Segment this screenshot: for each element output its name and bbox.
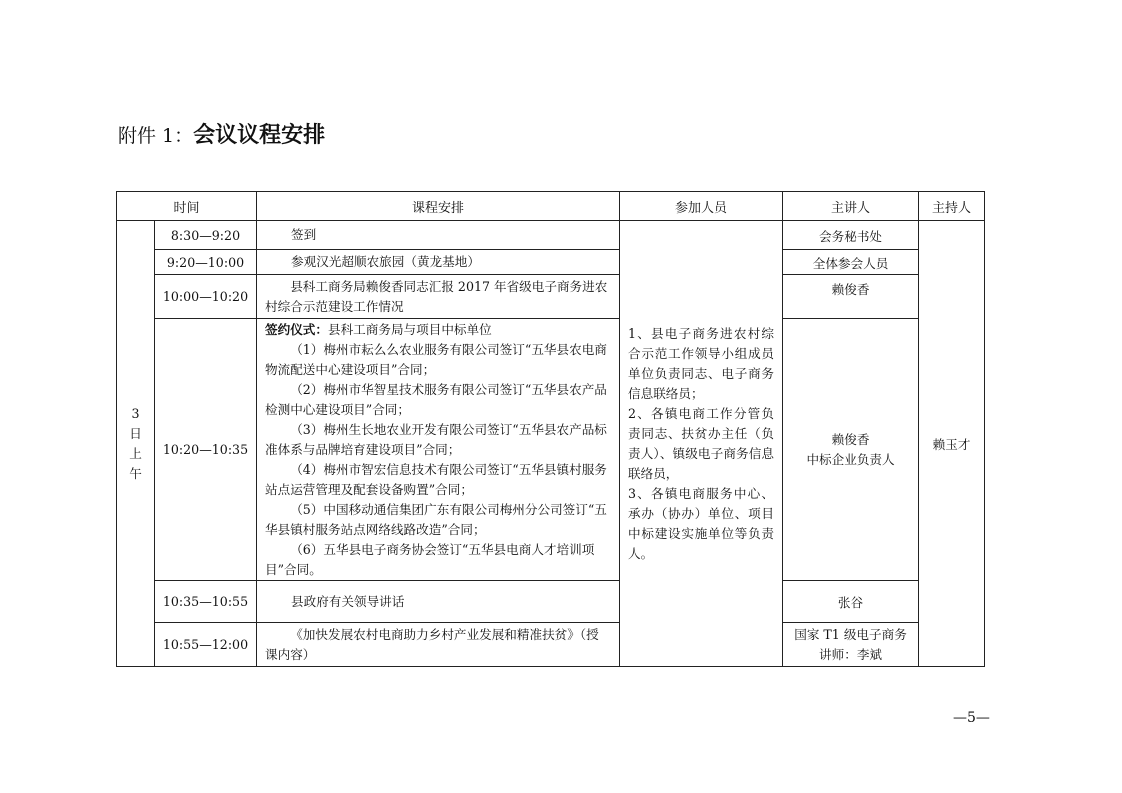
time-cell: 10:55—12:00: [155, 623, 257, 667]
page-heading: [118, 118, 325, 149]
list-item: （3）梅州生长地农业开发有限公司签订“五华县农产品标准体系与品牌培育建设项目”合同；: [265, 421, 607, 457]
schedule-cell: 签到: [257, 221, 620, 250]
header-participants: 参加人员: [620, 192, 783, 221]
time-cell: 10:20—10:35: [155, 319, 257, 581]
schedule-cell: 《加快发展农村电商助力乡村产业发展和精准扶贫》（授课内容）: [257, 623, 620, 667]
list-item: （2）梅州市华智星技术服务有限公司签订“五华县农产品检测中心建设项目”合同；: [265, 381, 607, 417]
list-item: （6）五华县电子商务协会签订“五华县电商人才培训项目”合同。: [265, 541, 595, 577]
speaker-cell: 会务秘书处: [783, 221, 919, 250]
table-row: [117, 250, 985, 275]
table-row: [117, 319, 985, 581]
header-schedule: 课程安排: [257, 192, 620, 221]
list-item: （4）梅州市智宏信息技术有限公司签订“五华县镇村服务站点运营管理及配套设备购置”合同；: [265, 461, 607, 497]
participants-cell: 1、县电子商务进农村综合示范工作领导小组成员单位负责同志、电子商务信息联络员； 2、各镇电商工作分管负责同志、扶贫办主任（负责人）、镇级电子商务信息联络员， 3、各镇电商服务中心、承办（协办）单位、项目中标建设实施单位等负责人。: [620, 221, 783, 667]
table-row: [117, 275, 985, 319]
signing-ceremony-label: 签约仪式：: [265, 321, 328, 337]
table-row: [117, 221, 985, 250]
speaker-cell: 国家 T1 级电子商务 讲师：李斌: [783, 623, 919, 667]
list-item: （1）梅州市耘么么农业服务有限公司签订“五华县农电商物流配送中心建设项目”合同；: [265, 341, 607, 377]
time-cell: 10:35—10:55: [155, 581, 257, 623]
speaker-cell: 张谷: [783, 581, 919, 623]
heading-prefix: 附件 1：: [118, 125, 194, 147]
header-speaker: 主讲人: [783, 192, 919, 221]
agenda-table: [116, 191, 985, 667]
speaker-cell: 赖俊香 中标企业负责人: [783, 319, 919, 581]
heading-title: 会议议程安排: [193, 122, 326, 148]
time-cell: 10:00—10:20: [155, 275, 257, 319]
speaker-cell: 赖俊香: [783, 275, 919, 319]
time-cell: 8:30—9:20: [155, 221, 257, 250]
schedule-cell: 参观汉光超顺农旅园（黄龙基地）: [257, 250, 620, 275]
table-row: [117, 623, 985, 667]
schedule-cell: 签约仪式：县科工商务局与项目中标单位 （1）梅州市耘么么农业服务有限公司签订“五华县农电商物流配送中心建设项目”合同； （2）梅州市华智星技术服务有限公司签订“五华县农产品检测中心建设项目”合同； （3）梅州生长地农业开发有限公司签订“五华县农产品标准体系与品牌培育建设项目”合同； （4）梅州市智宏信息技术有限公司签订“五华县镇村服务站点运营管理及配套设备购置”合同； （5）中国移动通信集团广东有限公司梅州分公司签订“五华县镇村服务站点网络线路改造”合同； （6）五华县电子商务协会签订“五华县电商人才培训项目”合同。: [257, 319, 620, 581]
list-item: （5）中国移动通信集团广东有限公司梅州分公司签订“五华县镇村服务站点网络线路改造”合同；: [265, 501, 607, 537]
header-time: 时间: [117, 192, 257, 221]
date-cell: 3 日 上 午: [117, 221, 155, 667]
header-row: [117, 192, 985, 221]
header-host: 主持人: [919, 192, 985, 221]
schedule-cell: 县科工商务局赖俊香同志汇报 2017 年省级电子商务进农村综合示范建设工作情况: [257, 275, 620, 319]
table-row: [117, 581, 985, 623]
page-number: —5—: [953, 710, 990, 726]
time-cell: 9:20—10:00: [155, 250, 257, 275]
speaker-cell: 全体参会人员: [783, 250, 919, 275]
host-cell: 赖玉才: [919, 221, 985, 667]
schedule-cell: 县政府有关领导讲话: [257, 581, 620, 623]
